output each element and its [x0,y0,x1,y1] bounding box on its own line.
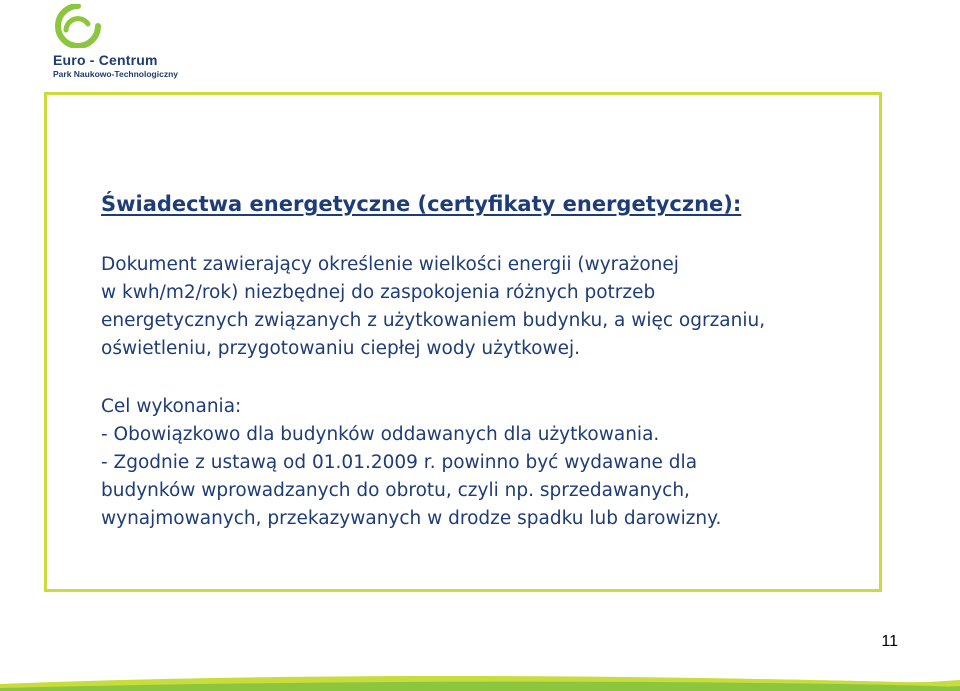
paragraph-line: w kwh/m2/rok) niezbędnej do zaspokojenia różnych potrzeb [101,282,656,303]
logo-name: Euro - Centrum [53,52,158,68]
paragraph-line: budynków wprowadzanych do obrotu, czyli np. sprzedawanych, [101,480,690,501]
logo-mark-icon [54,4,102,48]
paragraph-line: Cel wykonania: [101,396,242,417]
paragraph-line: - Obowiązkowo dla budynków oddawanych dla użytkowania. [101,424,660,445]
definition-paragraph [101,251,765,363]
page-number: 11 [881,633,898,650]
paragraph-line: - Zgodnie z ustawą od 01.01.2009 r. powinno być wydawane dla [101,452,698,473]
purpose-paragraph [101,393,721,533]
logo-subtitle: Park Naukowo-Technologiczny [53,69,179,79]
slide-title: Świadectwa energetyczne (certyfikaty energetyczne): [101,192,742,216]
paragraph-line: energetycznych związanych z użytkowaniem budynku, a więc ogrzaniu, [101,310,766,331]
paragraph-line: oświetleniu, przygotowaniu ciepłej wody użytkowej. [101,338,580,359]
paragraph-line: wynajmowanych, przekazywanych w drodze spadku lub darowizny. [101,508,722,529]
euro-centrum-logo [50,4,190,80]
footer-wave-decoration [0,670,960,691]
paragraph-line: Dokument zawierający określenie wielkości energii (wyrażonej [101,254,679,275]
